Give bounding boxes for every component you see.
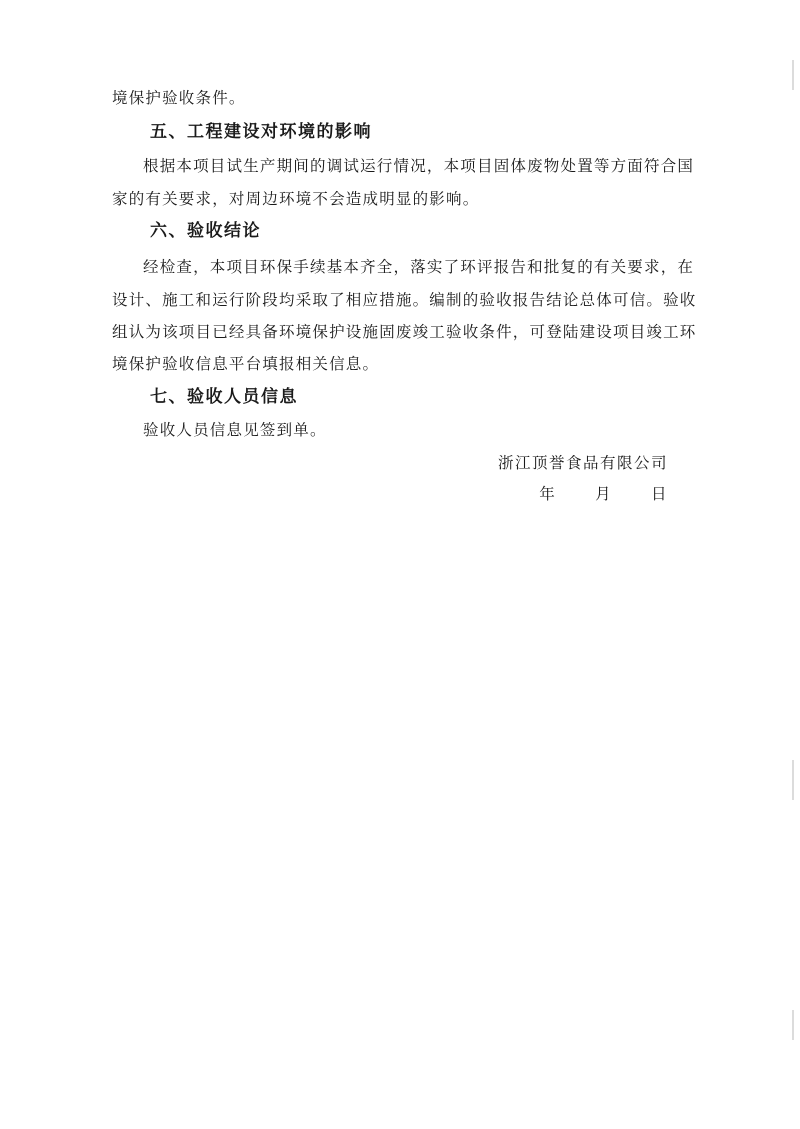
scan-edge-mark [792, 760, 794, 800]
date-year-label: 年 [539, 485, 557, 503]
paragraph-line: 经检查，本项目环保手续基本齐全，落实了环评报告和批复的有关要求，在 [143, 258, 695, 276]
section-heading-5: 五、工程建设对环境的影响 [150, 122, 372, 142]
paragraph-continuation-line: 境保护验收条件。 [112, 89, 246, 107]
date-month-label: 月 [595, 485, 613, 503]
scan-edge-mark [792, 60, 794, 90]
paragraph-line: 组认为该项目已经具备环境保护设施固废竣工验收条件，可登陆建设项目竣工环 [112, 323, 697, 341]
paragraph-line: 根据本项目试生产期间的调试运行情况，本项目固体废物处置等方面符合国 [143, 157, 695, 175]
date-day-label: 日 [650, 485, 668, 503]
section-heading-7: 七、验收人员信息 [150, 387, 298, 407]
paragraph-line: 境保护验收信息平台填报相关信息。 [112, 355, 380, 373]
signature-date [539, 484, 668, 504]
section-heading-6: 六、验收结论 [150, 221, 261, 241]
paragraph-line: 家的有关要求，对周边环境不会造成明显的影响。 [112, 190, 480, 208]
paragraph-line: 验收人员信息见签到单。 [143, 421, 327, 439]
signature-company: 浙江顶誉食品有限公司 [497, 454, 668, 472]
scan-edge-mark [792, 1010, 794, 1040]
paragraph-line: 设计、施工和运行阶段均采取了相应措施。编制的验收报告结论总体可信。验收 [112, 291, 697, 309]
